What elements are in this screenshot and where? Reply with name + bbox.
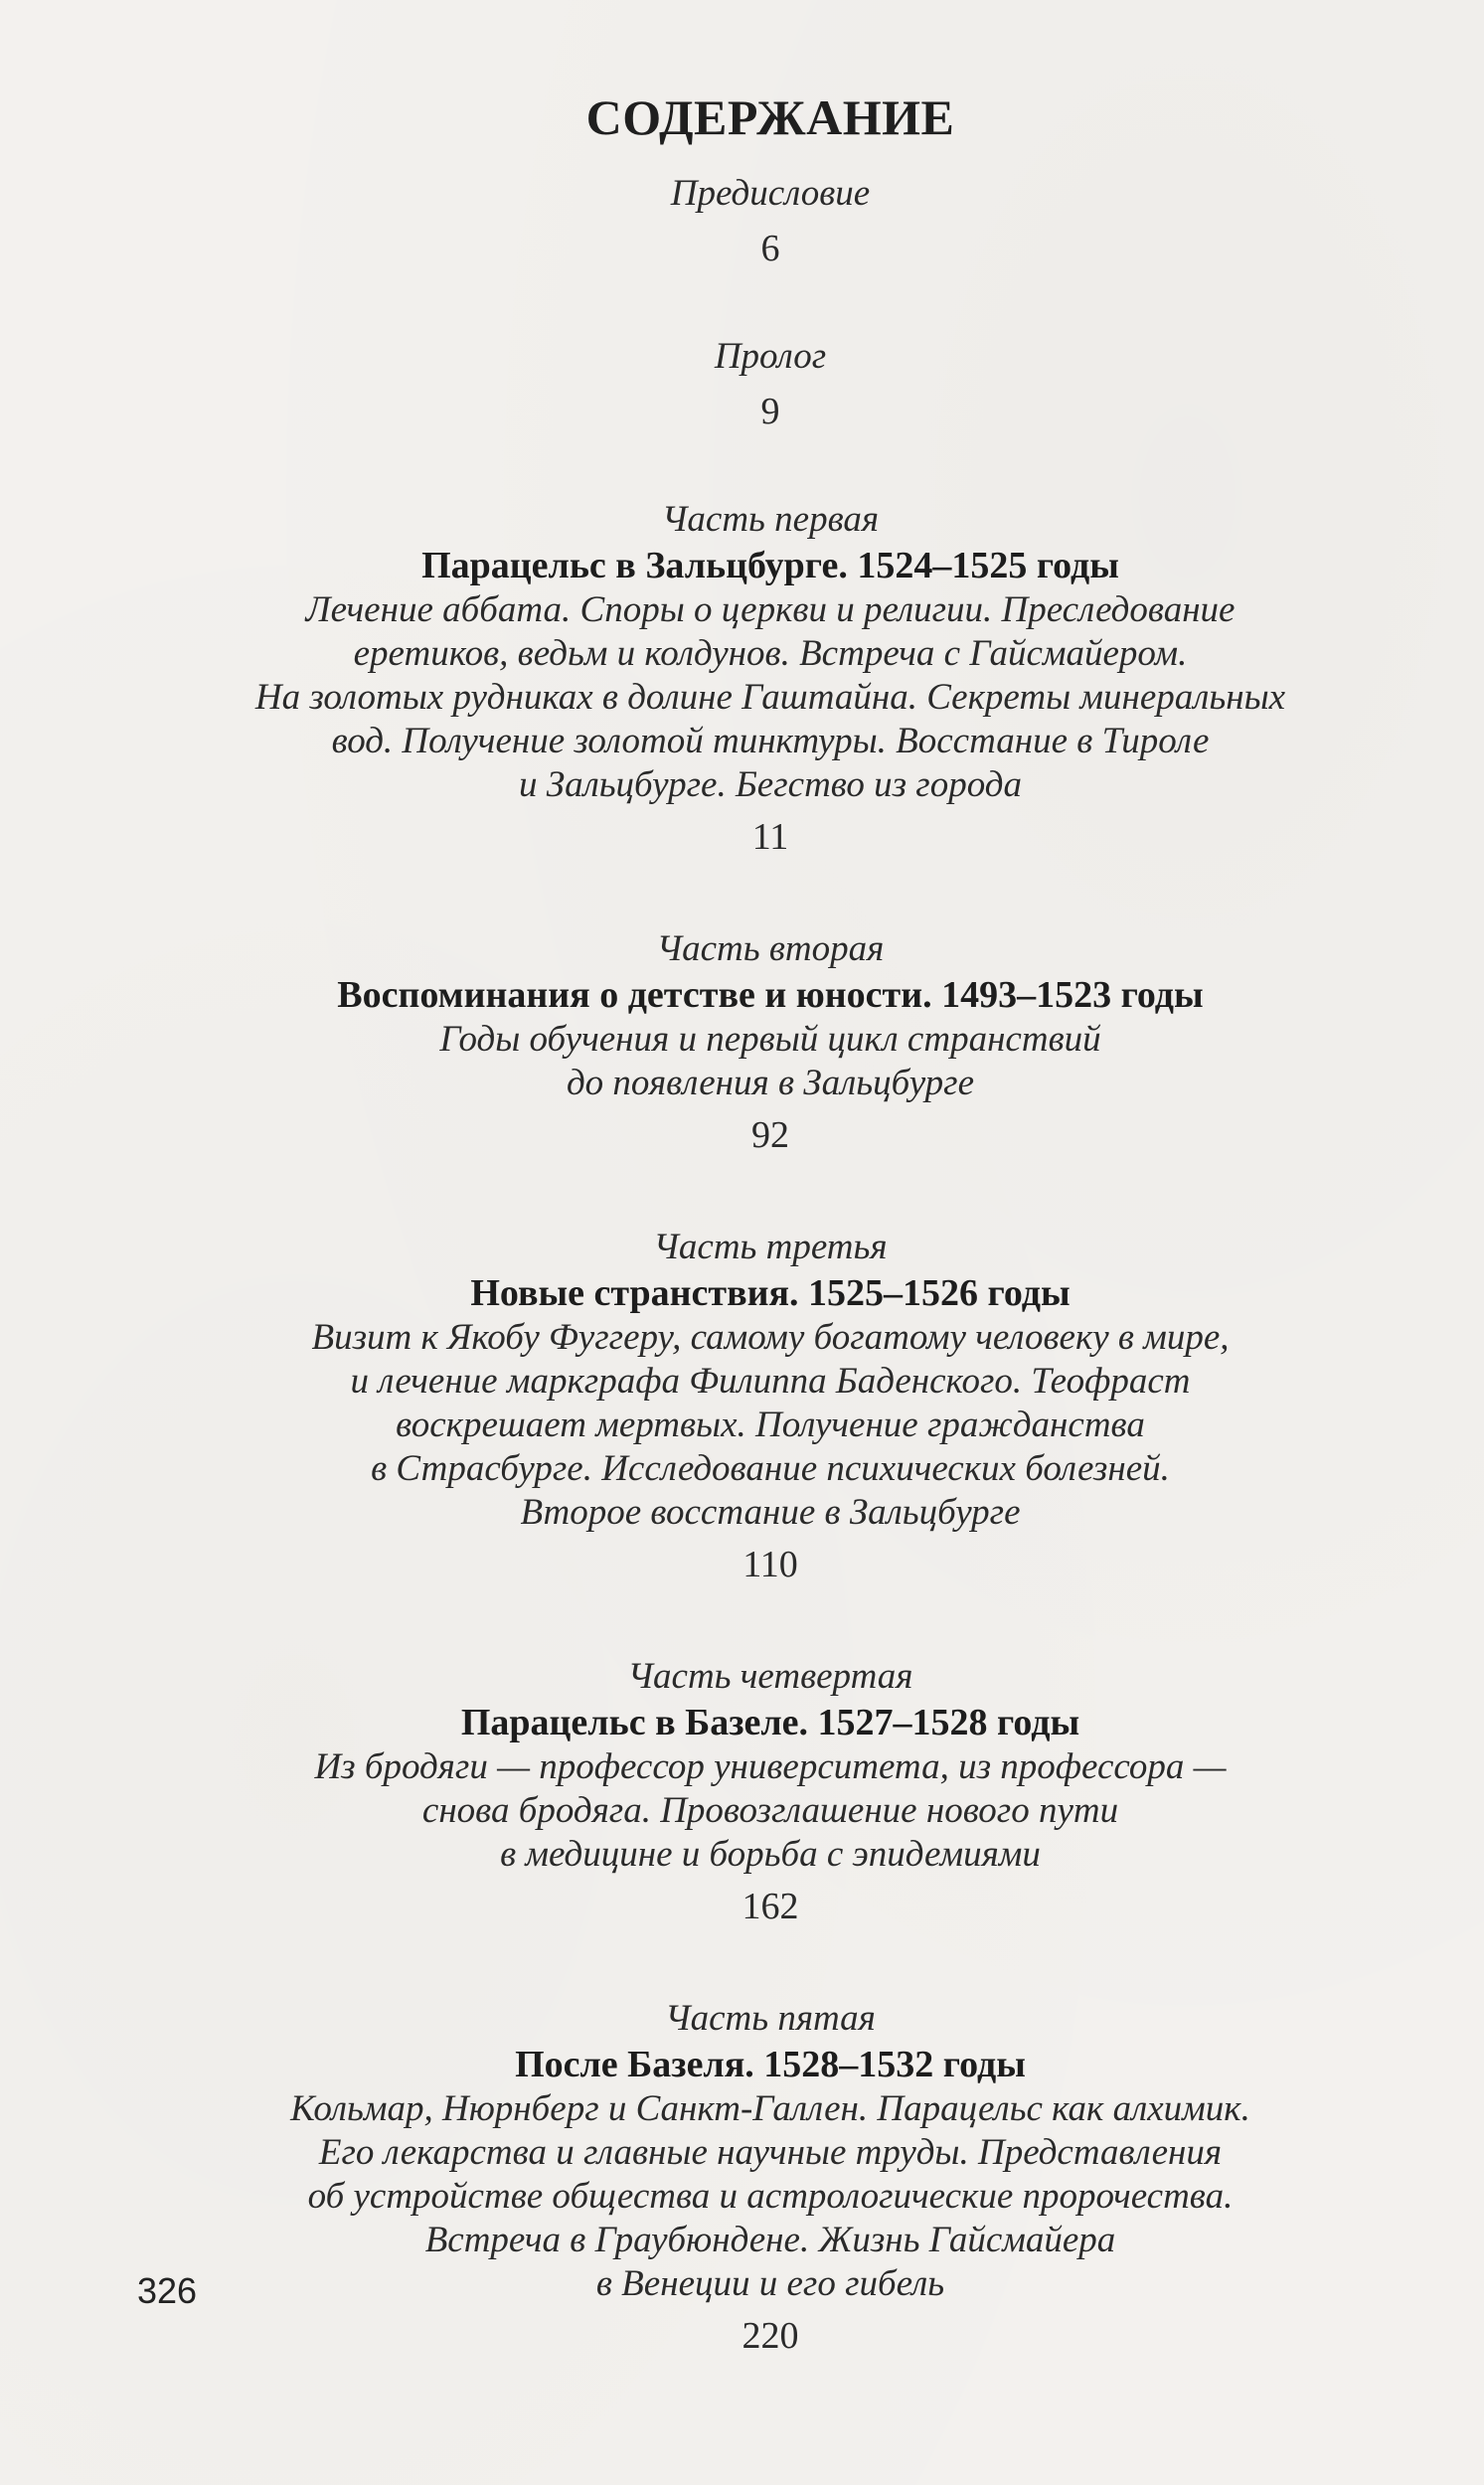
entry-heading: Парацельс в Базеле. 1527–1528 годы (460, 1702, 1080, 1743)
entry-description-line: об устройстве общества и астрологические пророчества. (307, 2176, 1234, 2217)
entry-heading: После Базеля. 1528–1532 годы (515, 2044, 1026, 2085)
entry-description-line: Встреча в Граубюндене. Жизнь Гайсмайера (424, 2220, 1116, 2260)
entry-description-line: Лечение аббата. Споры о церкви и религии. Преследование (305, 589, 1236, 630)
page-folio-number: 326 (137, 2270, 198, 2311)
entry-page-number: 220 (742, 2315, 799, 2357)
entry-description-line: и лечение маркграфа Филиппа Баденского. Теофраст (350, 1361, 1191, 1402)
entry-description-line: вод. Получение золотой тинктуры. Восстание в Тироле (331, 721, 1210, 761)
entry-description-line: Из бродяги — профессор университета, из профессора — (314, 1746, 1227, 1787)
entry-description-line: Визит к Якобу Фуггеру, самому богатому человеку в мире, (311, 1317, 1230, 1358)
table-of-contents (149, 85, 1392, 2360)
toc-entry-part-5 (149, 1996, 1392, 2360)
entry-label: Часть четвертая (627, 1656, 913, 1697)
entry-page-number: 9 (760, 391, 780, 432)
entry-description-line: Второе восстание в Зальцбурге (520, 1492, 1021, 1533)
page-title: СОДЕРЖАНИЕ (585, 89, 955, 145)
toc-entry-part-1 (149, 497, 1392, 861)
entry-description-line: снова бродяга. Провозглашение нового пути (421, 1790, 1119, 1831)
entry-description-line: до появления в Зальцбурге (566, 1063, 975, 1103)
entry-description-line: еретиков, ведьм и колдунов. Встреча с Гайсмайером. (353, 633, 1188, 674)
entry-heading: Парацельс в Зальцбурге. 1524–1525 годы (421, 545, 1119, 586)
entry-label: Часть пятая (665, 1998, 876, 2039)
entry-description-line: и Зальцбурге. Бегство из города (519, 764, 1022, 805)
entry-heading: Новые странствия. 1525–1526 годы (470, 1272, 1071, 1314)
entry-description-line: в Страсбурге. Исследование психических болезней. (371, 1448, 1170, 1489)
toc-entry-part-2 (149, 926, 1392, 1159)
entry-description-line: На золотых рудниках в долине Гаштайна. Секреты минеральных (254, 677, 1286, 718)
entry-page-number: 6 (760, 228, 780, 269)
entry-page-number: 92 (751, 1114, 789, 1156)
entry-description-line: в медицине и борьба с эпидемиями (500, 1834, 1041, 1875)
toc-entry-part-3 (149, 1225, 1392, 1588)
entry-description-line: в Венеции и его гибель (595, 2263, 945, 2304)
entry-heading: Воспоминания о детстве и юности. 1493–1523 годы (337, 974, 1204, 1016)
entry-page-number: 11 (751, 816, 789, 858)
entry-label: Часть первая (661, 499, 880, 540)
entry-description-line: Годы обучения и первый цикл странствий (439, 1019, 1101, 1060)
entry-label: Часть третья (653, 1227, 888, 1267)
entry-page-number: 110 (742, 1544, 798, 1585)
entry-label: Пролог (714, 336, 827, 377)
toc-entry-part-4 (149, 1654, 1392, 1930)
entry-description-line: Его лекарства и главные научные труды. Представления (318, 2132, 1223, 2173)
toc-entry-prologue (149, 334, 1392, 435)
entry-description-line: Кольмар, Нюрнберг и Санкт-Галлен. Парацельс как алхимик. (290, 2088, 1250, 2129)
entry-page-number: 162 (742, 1886, 799, 1927)
entry-label: Предисловие (670, 173, 871, 214)
toc-entry-preface (149, 171, 1392, 272)
entry-label: Часть вторая (656, 928, 885, 969)
entry-description-line: воскрешает мертвых. Получение гражданства (396, 1405, 1145, 1445)
